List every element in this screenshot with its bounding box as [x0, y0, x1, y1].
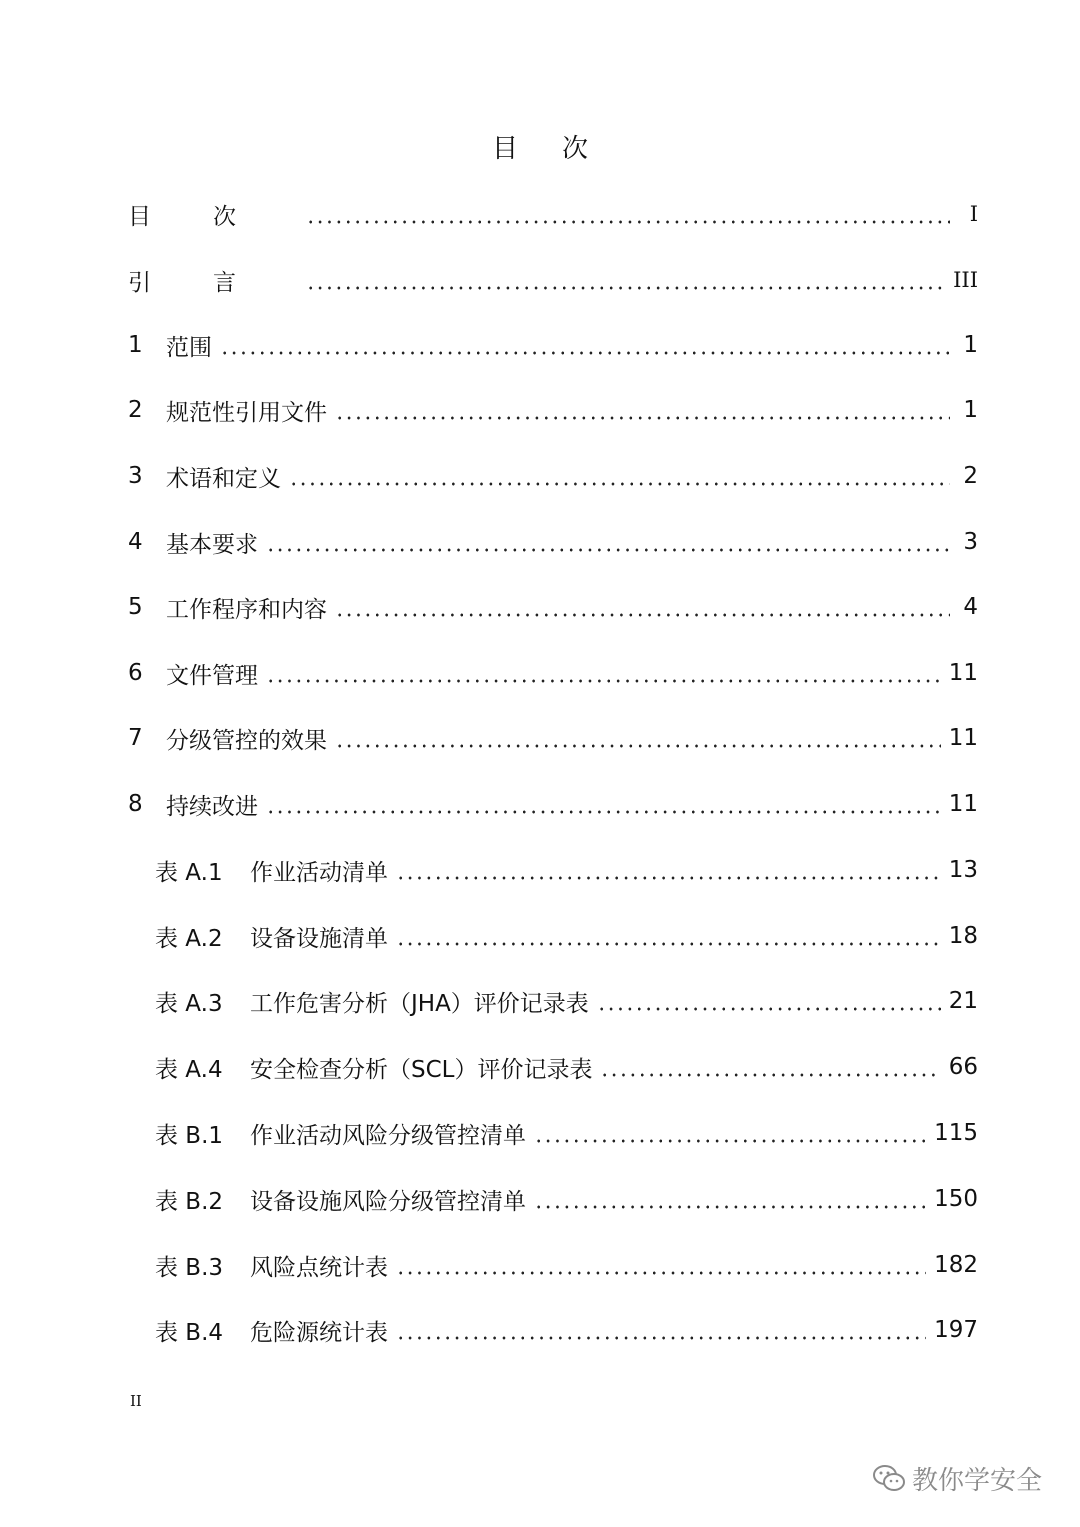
toc-entry-page: 150 [934, 1186, 978, 1212]
toc-dot-leader [266, 810, 941, 814]
toc-dot-leader [396, 1336, 926, 1340]
toc-dot-leader [396, 876, 941, 880]
toc-dot-leader [335, 744, 941, 748]
toc-entry-page: 11 [948, 791, 978, 817]
toc-entry-page: 1 [963, 397, 978, 423]
toc-entry-page: III [953, 268, 978, 292]
toc-dot-leader [289, 482, 950, 486]
toc-entry[interactable] [128, 260, 978, 300]
toc-entry[interactable] [155, 1310, 978, 1350]
toc-entry[interactable] [128, 390, 978, 430]
toc-entry-title: 基本要求 [166, 531, 258, 558]
toc-entry-page: 13 [948, 857, 978, 883]
toc-dot-leader [534, 1139, 926, 1143]
toc-entry-number: 8 [128, 791, 143, 817]
toc-entry-title: 作业活动清单 [250, 859, 388, 886]
toc-entry-title: 引言 [128, 269, 298, 296]
toc-entry[interactable] [155, 850, 978, 890]
toc-entry-title: 规范性引用文件 [166, 399, 327, 426]
toc-entry-title: 作业活动风险分级管控清单 [250, 1122, 526, 1149]
toc-entry-title: 文件管理 [166, 662, 258, 689]
toc-dot-leader [335, 416, 950, 420]
toc-entry-page: I [969, 202, 978, 226]
toc-entry[interactable] [155, 1047, 978, 1087]
toc-dot-leader [600, 1073, 940, 1077]
toc-dot-leader [335, 613, 950, 617]
toc-entry[interactable] [128, 325, 978, 365]
toc-entry-number: 表 B.1 [155, 1122, 224, 1149]
toc-entry-number: 4 [128, 529, 143, 555]
toc-entry-page: 11 [948, 725, 978, 751]
toc-entry-number: 表 A.4 [155, 1056, 223, 1083]
wechat-icon [872, 1463, 906, 1493]
toc-dot-leader [266, 679, 941, 683]
toc-entry-number: 表 A.1 [155, 859, 223, 886]
toc-entry[interactable] [128, 587, 978, 627]
toc-dot-leader [534, 1205, 926, 1209]
toc-entry-page: 11 [948, 660, 978, 686]
watermark-text: 教你学安全 [912, 1465, 1043, 1496]
toc-entry-page: 18 [948, 923, 978, 949]
toc-entry-title: 工作危害分析（JHA）评价记录表 [250, 990, 589, 1017]
toc-entry-page: 3 [963, 529, 978, 555]
toc-entry-number: 表 A.2 [155, 925, 223, 952]
toc-entry-title: 分级管控的效果 [166, 727, 327, 754]
page-title: 目次 [491, 134, 632, 164]
toc-entry-page: 1 [963, 332, 978, 358]
toc-entry-page: 182 [934, 1252, 978, 1278]
footer-page-number: II [130, 1392, 142, 1410]
toc-entry-title: 设备设施风险分级管控清单 [250, 1188, 526, 1215]
toc-entry-page: 21 [948, 988, 978, 1014]
toc-entry-title: 术语和定义 [166, 465, 281, 492]
toc-entry-title: 持续改进 [166, 793, 258, 820]
toc-entry-number: 6 [128, 660, 143, 686]
toc-entry-number: 2 [128, 397, 143, 423]
toc-entry[interactable] [128, 784, 978, 824]
toc-dot-leader [396, 1271, 926, 1275]
toc-entry[interactable] [155, 981, 978, 1021]
toc-dot-leader [306, 220, 950, 224]
toc-entry-page: 2 [963, 463, 978, 489]
toc-dot-leader [597, 1007, 941, 1011]
toc-entry[interactable] [128, 718, 978, 758]
toc-entry[interactable] [155, 1245, 978, 1285]
toc-dot-leader [306, 286, 945, 290]
toc-entry[interactable] [155, 1179, 978, 1219]
watermark [872, 1458, 1042, 1498]
toc-entry-title: 风险点统计表 [250, 1254, 388, 1281]
toc-entry-title: 工作程序和内容 [166, 596, 327, 623]
toc-entry[interactable] [128, 653, 978, 693]
toc-entry-title: 危险源统计表 [250, 1319, 388, 1346]
toc-entry-number: 表 B.2 [155, 1188, 224, 1215]
toc-entry-number: 3 [128, 463, 143, 489]
toc-entry[interactable] [128, 522, 978, 562]
toc-dot-leader [220, 351, 950, 355]
toc-entry[interactable] [128, 194, 978, 234]
toc-entry-title: 目次 [128, 203, 298, 230]
toc-entry[interactable] [155, 916, 978, 956]
toc-entry-title: 范围 [166, 334, 212, 361]
toc-entry-number: 表 B.4 [155, 1319, 224, 1346]
toc-entry-number: 5 [128, 594, 143, 620]
toc-entry-page: 66 [948, 1054, 978, 1080]
toc-entry-page: 115 [934, 1120, 978, 1146]
toc-entry-number: 1 [128, 332, 143, 358]
toc-entry-number: 表 A.3 [155, 990, 223, 1017]
toc-entry-page: 197 [934, 1317, 978, 1343]
toc-entry[interactable] [128, 456, 978, 496]
toc-entry-page: 4 [963, 594, 978, 620]
toc-entry-number: 7 [128, 725, 143, 751]
toc-entry-number: 表 B.3 [155, 1254, 224, 1281]
toc-entry[interactable] [155, 1113, 978, 1153]
toc-entry-title: 安全检查分析（SCL）评价记录表 [250, 1056, 593, 1083]
toc-dot-leader [266, 548, 950, 552]
toc-entry-title: 设备设施清单 [250, 925, 388, 952]
toc-dot-leader [396, 942, 941, 946]
